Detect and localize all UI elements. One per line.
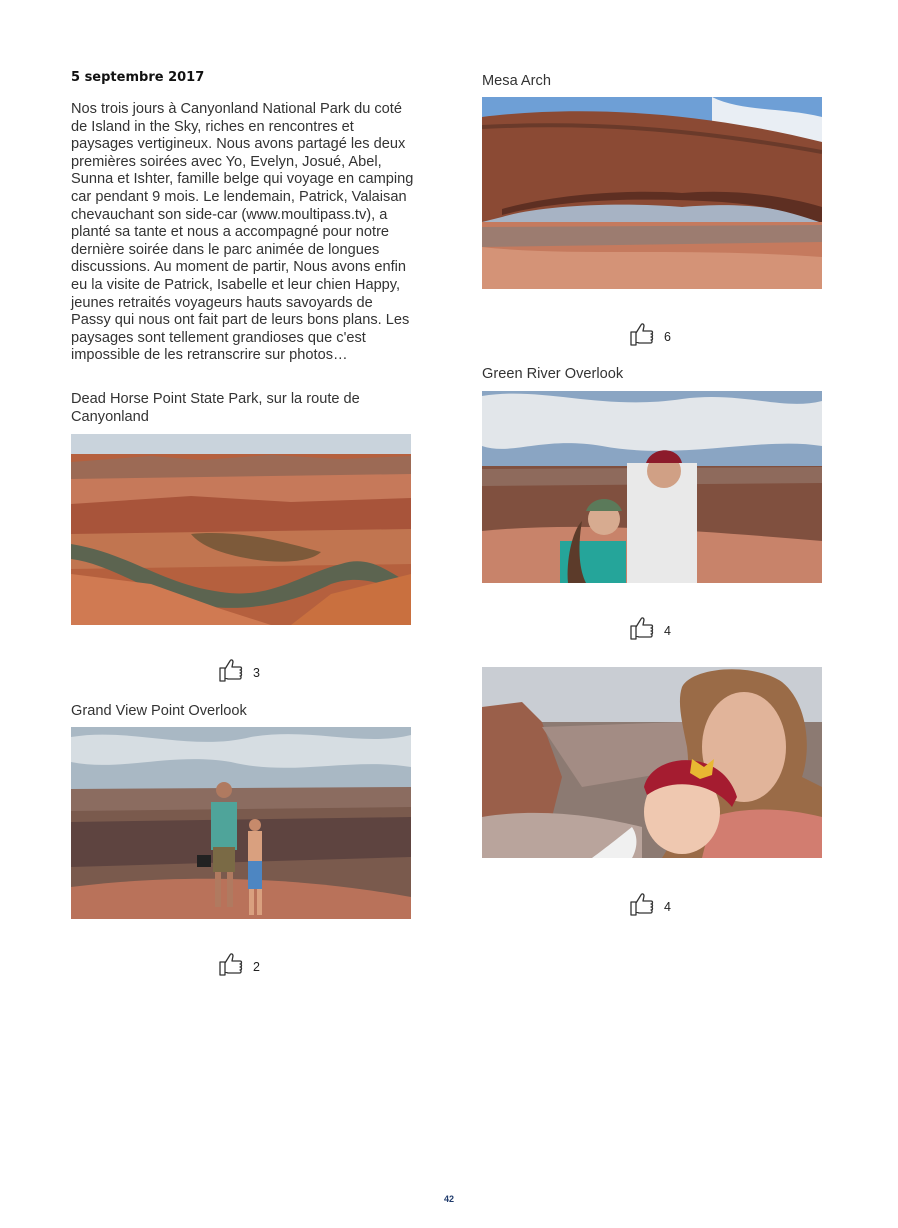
thumbs-up-icon (629, 321, 655, 352)
thumbs-up-icon (629, 891, 655, 922)
like-count: 3 (253, 665, 260, 680)
thumbs-up-icon (218, 657, 244, 688)
like-button-dead-horse[interactable] (218, 657, 260, 688)
like-button-grand-view[interactable] (218, 951, 260, 982)
like-button-mesa-arch[interactable] (629, 321, 671, 352)
page-number: 42 (443, 1194, 454, 1204)
like-count: 6 (664, 329, 671, 344)
photo-selfie-canyon[interactable] (482, 667, 822, 858)
thumbs-up-icon (218, 951, 244, 982)
like-count: 4 (664, 899, 671, 914)
caption-dead-horse: Dead Horse Point State Park, sur la route de Canyonland (71, 391, 360, 425)
intro-text: Nos trois jours à Canyonland National Park du coté de Island in the Sky, riches en rencontres et paysages vertigineux. Nous avons partagé les deux premières soirées avec Yo, Evelyn, Josué, Abel, Sunna et Ishter, famille belge qui voyage en camping car pendant 9 mois. Le lendemain, Patrick, Valaisan chevauchant son side-car (www.moultipass.tv), a planté sa tante et nous a accompagné pour notre dernière soirée dans le parc animée de longues discussions. Au moment de partir, Nous avons enfin eu la visite de Patrick, Isabelle et leur chien Happy, jeunes retraités voyageurs hauts savoyards de Passy qui nous ont fait part de leurs bons plans. Les paysages sont tellement grandioses que c'est impossible de les retranscrire sur photos… (71, 101, 414, 364)
like-button-selfie[interactable] (629, 891, 671, 922)
caption-grand-view: Grand View Point Overlook (71, 703, 247, 719)
caption-mesa-arch: Mesa Arch (482, 73, 551, 89)
photo-mesa-arch[interactable] (482, 97, 822, 289)
photo-grand-view-point[interactable] (71, 727, 411, 919)
thumbs-up-icon (629, 615, 655, 646)
like-button-green-river[interactable] (629, 615, 671, 646)
photo-dead-horse-point[interactable] (71, 434, 411, 625)
post-date: 5 septembre 2017 (71, 70, 205, 85)
like-count: 4 (664, 623, 671, 638)
caption-green-river: Green River Overlook (482, 366, 624, 382)
like-count: 2 (253, 959, 260, 974)
photo-green-river-overlook[interactable] (482, 391, 822, 583)
